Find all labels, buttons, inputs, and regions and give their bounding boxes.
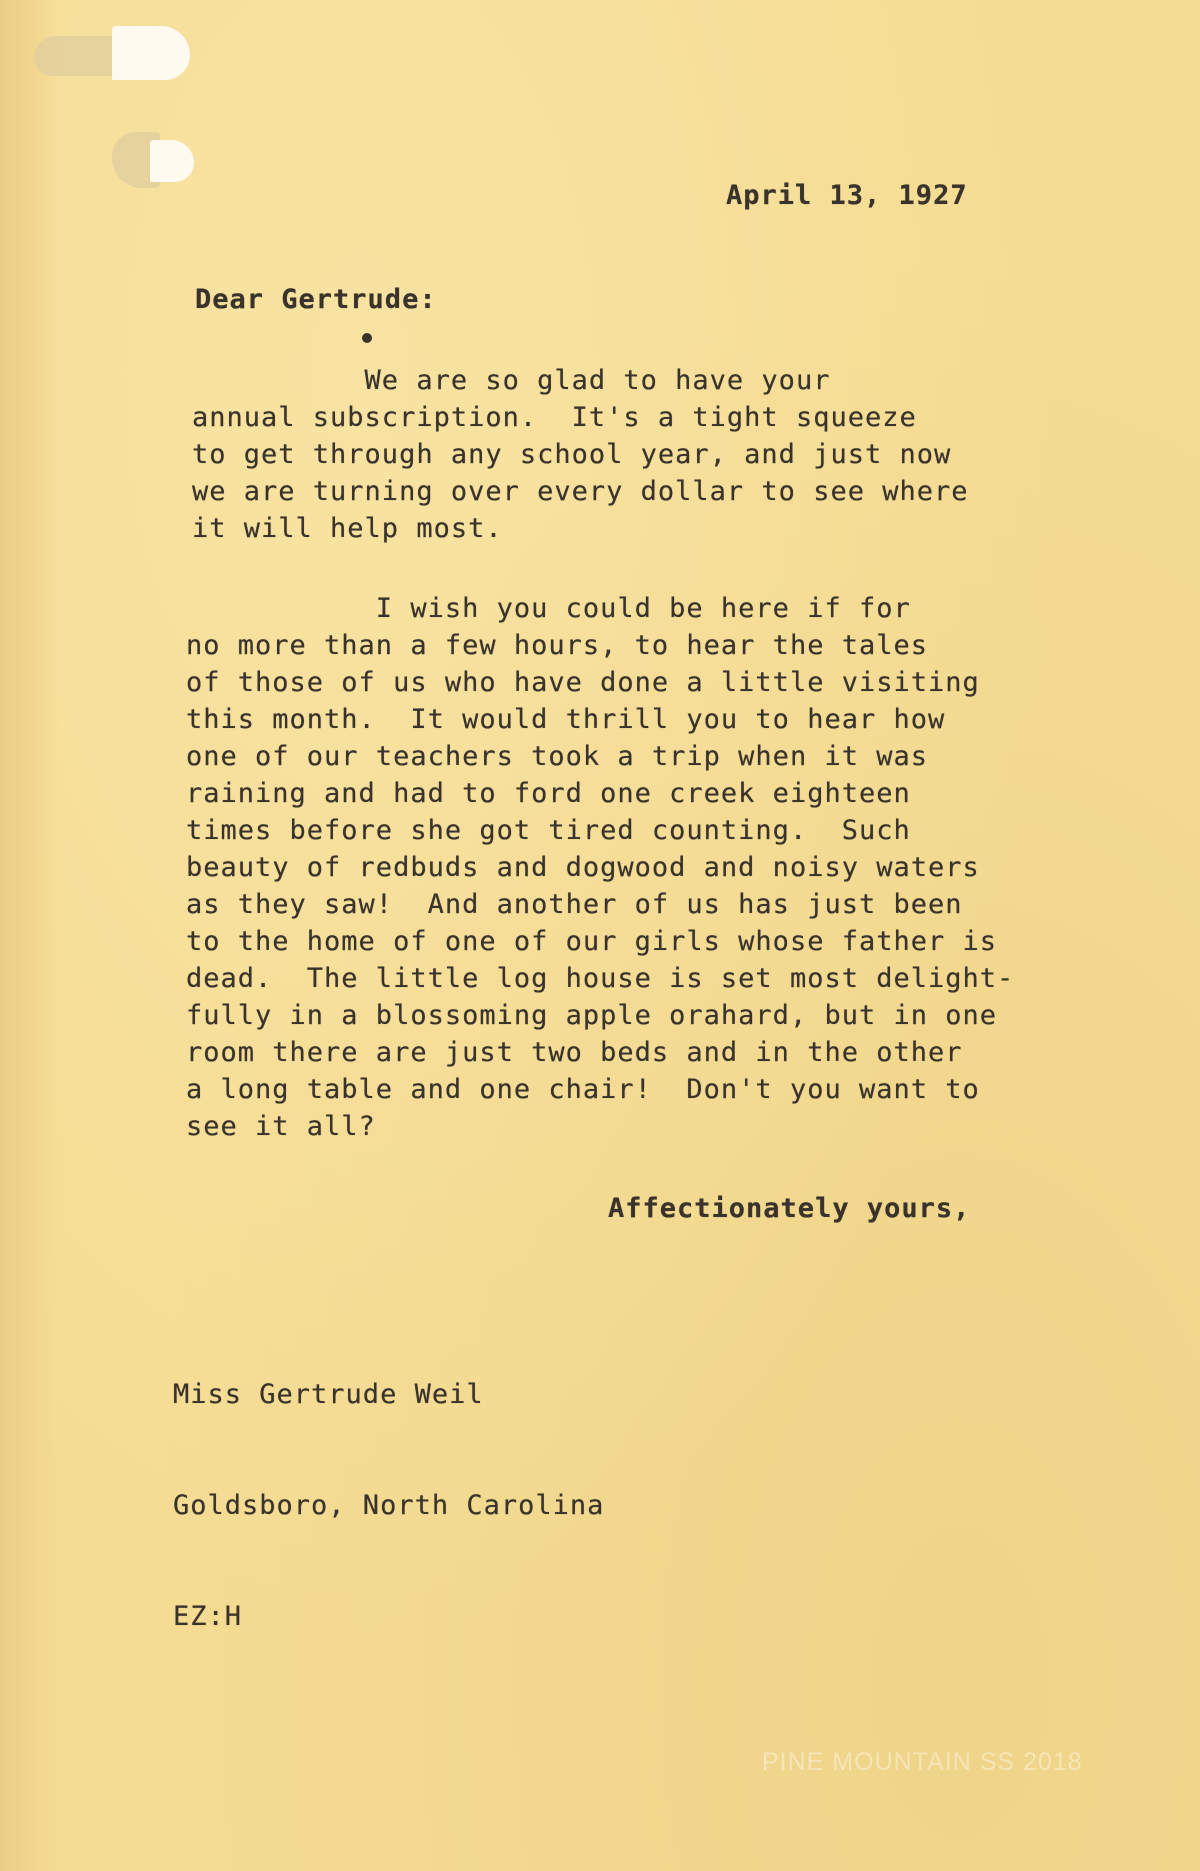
typist-initials: EZ:H — [173, 1601, 243, 1632]
paper-edge — [0, 0, 58, 1871]
recipient-address — [173, 1302, 604, 1709]
closing: Affectionately yours, — [608, 1193, 971, 1224]
body-paragraph-1: We are so glad to have your annual subscription. It's a tight squeeze to get through any school year, and just now we are turning over every dollar to see where it will help most. — [192, 365, 969, 544]
body-paragraph-2: I wish you could be here if for no more than a few hours, to hear the tales of those of us who have done a little visiting this month. It would thrill you to hear how one of our teachers took a trip when it was raining and had to ford one creek eighteen times before she got tired counting. Such beauty of redbuds and dogwood and noisy waters as they saw! And another of us has just been to the home of one of our girls whose father is dead. The little log house is set most delight- fully in a blossoming apple orahard, but in one room there are just two beds and in the other a long table and one chair! Don't you want to see it all? — [186, 593, 1015, 1142]
address-line: Goldsboro, North Carolina — [173, 1490, 605, 1521]
punch-hole — [112, 26, 190, 80]
ink-dot — [362, 333, 372, 343]
watermark: PINE MOUNTAIN SS 2018 — [762, 1748, 1083, 1776]
salutation: Dear Gertrude: — [195, 284, 437, 315]
punch-hole — [150, 140, 194, 182]
letter-date: April 13, 1927 — [726, 180, 968, 211]
staple-tear — [34, 36, 116, 76]
address-line: Miss Gertrude Weil — [173, 1379, 484, 1410]
